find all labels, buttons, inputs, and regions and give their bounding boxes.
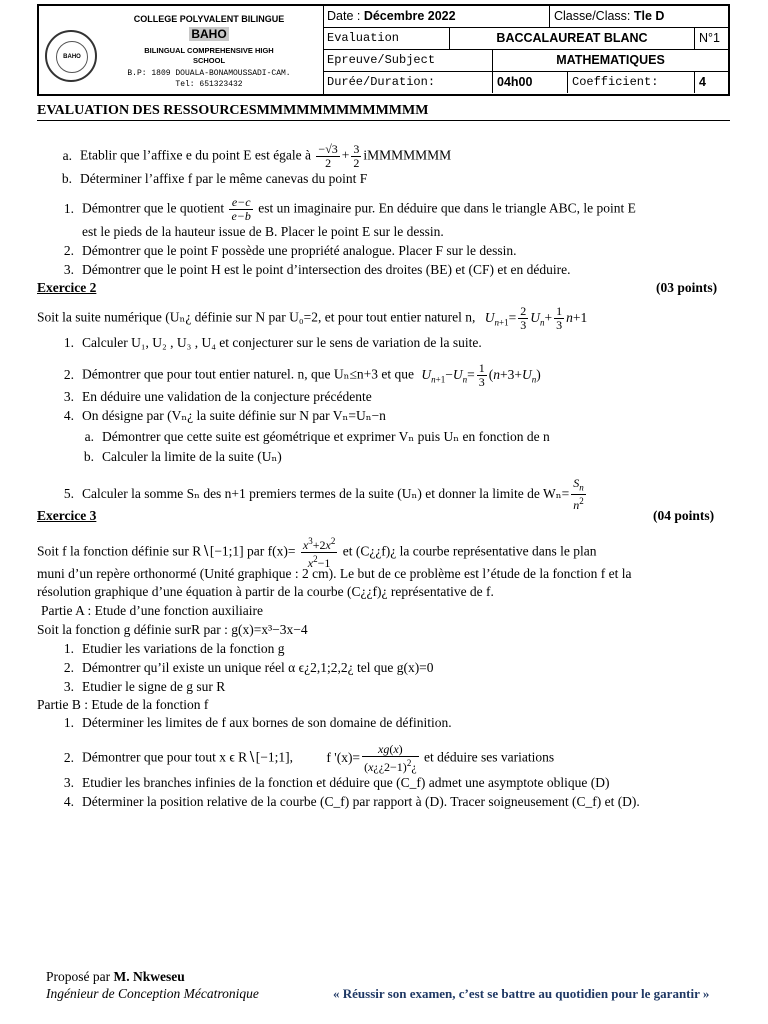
ex1-item-b: b. Déterminer l’affixe f par le même canevas du point F — [61, 171, 368, 186]
duration-value: 04h00 — [493, 72, 568, 93]
duration-label: Durée/Duration: — [323, 72, 493, 93]
ex2-title: Exercice 2 — [37, 280, 97, 295]
ex3-part-b-title: Partie B : Etude de la fonction f — [37, 697, 209, 712]
ex3-intro-3: résolution graphique d’une équation à partir de la courbe (C¿¿f)¿ représentative de f. — [37, 584, 494, 599]
class-value: Tle D — [633, 9, 665, 23]
ex3-b-question-1: 1. Déterminer les limites de f aux bornes de son domaine de définition. — [63, 715, 452, 730]
evaluation-label: Evaluation — [323, 28, 450, 49]
footer-motto: « Réussir son examen, c’est se battre au quotidien pour le garantir » — [333, 986, 710, 1001]
school-logo — [45, 30, 97, 82]
ex2-question-4: 4. On désigne par (Vₙ¿ la suite définie sur N par Vₙ=Uₙ−n — [63, 408, 386, 423]
section-title: EVALUATION DES RESSOURCESMMMMMMMMMMMMM — [37, 103, 730, 121]
ex3-intro-1: Soit f la fonction définie sur R∖[−1;1] par f(x)= $\frac{x^3+2x^2}{x^2-1}$ et (C¿¿f)¿ la courbe représentative dans le plan — [37, 536, 597, 570]
ex2-question-4a: a. Démontrer que cette suite est géométrique et exprimer Vₙ puis Uₙ en fonction de n — [84, 429, 550, 444]
coefficient-value: 4 — [699, 75, 706, 89]
school-info — [39, 6, 324, 94]
ex3-b-question-2: 2. Démontrer que pour tout x ϵ R∖[−1;1], f '(x)= $\frac{xg(x)}{(x¿¿2-1)^2¿}$ et déduire ses variations — [63, 742, 555, 774]
evaluation-number: N°1 — [699, 31, 720, 45]
subject-label: Epreuve/Subject — [323, 50, 493, 71]
ex3-a-question-2: 2. Démontrer qu’il existe un unique réel α ϵ¿2,1;2,2¿ tel que g(x)=0 — [63, 660, 434, 675]
ex2-question-1: 1. Calculer U₁, U₂ , U₃ , U₄ et conjecturer sur le sens de variation de la suite. — [63, 335, 482, 350]
exam-info-table — [323, 6, 728, 94]
school-name: COLLEGE POLYVALENT BILINGUE — [133, 14, 285, 24]
footer-author: M. Nkweseu — [113, 969, 185, 984]
date-value: Décembre 2022 — [363, 9, 456, 23]
subject-value: MATHEMATIQUES — [556, 53, 665, 67]
ex2-question-4b: b. Calculer la limite de la suite (Uₙ) — [83, 449, 282, 464]
ex3-a-question-3: 3. Etudier le signe de g sur R — [63, 679, 226, 694]
footer-author-line: Proposé par M. Nkweseu — [46, 969, 185, 984]
school-name-english: BILINGUAL COMPREHENSIVE HIGH — [144, 46, 274, 55]
ex3-title: Exercice 3 — [37, 508, 97, 523]
ex3-part-a-definition: Soit la fonction g définie surR par : g(x)=x³−3x−4 — [37, 622, 308, 637]
ex3-b-question-3: 3. Etudier les branches infinies de la fonction et déduire que (C_f) admet une asymptote oblique (D) — [63, 775, 610, 790]
school-name-english-2: SCHOOL — [192, 56, 226, 65]
exam-header — [37, 4, 730, 96]
ex1-question-2: 2. Démontrer que le point F possède une propriété analogue. Placer F sur le dessin. — [63, 243, 517, 258]
date-label: Date : — [327, 9, 364, 23]
ex1-question-1-cont: est le pieds de la hauteur issue de B. Placer le point E sur le dessin. — [82, 224, 444, 239]
ex2-question-5: 5. Calculer la somme Sₙ des n+1 premiers termes de la suite (Uₙ) et donner la limite de Wₙ= $\frac{S_n}{n^2}$ — [63, 476, 584, 513]
school-tel: Tel: 651323432 — [175, 80, 243, 89]
ex3-part-a-title: Partie A : Etude d’une fonction auxiliaire — [41, 603, 263, 618]
class-label: Classe/Class: — [554, 9, 634, 23]
ex1-question-3: 3. Démontrer que le point H est le point d’intersection des droites (BE) et (CF) et en déduire. — [63, 262, 571, 277]
ex2-question-3: 3. En déduire une validation de la conjecture précédente — [63, 389, 372, 404]
ex2-points: (03 points) — [656, 280, 718, 295]
ex3-intro-2: muni d’un repère orthonormé (Unité graphique : 2 cm). Le but de ce problème est l’étude de la fonction f et la — [37, 566, 632, 581]
school-address: B.P: 1809 DOUALA-BONAMOUSSADI-CAM. — [127, 69, 291, 78]
footer-author-role: Ingénieur de Conception Mécatronique — [46, 986, 259, 1001]
ex2-question-2: 2. Démontrer que pour tout entier naturel. n, que Uₙ≤n+3 et que $U_{n+1}-U_n=$ $\frac{1}{3}$ $(n+3+U_n)$ — [63, 361, 541, 389]
ex1-question-1: 1. Démontrer que le quotient $\frac{e-c}{e-b}$ est un imaginaire pur. En déduire que dans le triangle ABC, le point E — [63, 195, 636, 223]
school-short-name: BAHO — [191, 27, 227, 41]
school-logo-text: BAHO — [56, 41, 88, 73]
ex3-b-question-4: 4. Déterminer la position relative de la courbe (C_f) par rapport à (D). Tracer soigneusement (C_f) et (D). — [63, 794, 640, 809]
ex3-points: (04 points) — [653, 508, 715, 523]
ex1-item-a: a. Etablir que l’affixe e du point E est égale à $\frac{-√3}{2}$ + $\frac{3}{2}$ iMMMMMMM — [62, 142, 452, 170]
ex3-a-question-1: 1. Etudier les variations de la fonction g — [63, 641, 285, 656]
coefficient-label: Coefficient: — [568, 72, 695, 93]
ex2-intro: Soit la suite numérique (Uₙ¿ définie sur N par U₀=2, et pour tout entier naturel n, $U_{n+1}=$ $\frac{2}{3}$ $U_n+$ $\frac{1}{3}$ n+1 — [37, 304, 588, 332]
evaluation-value: BACCALAUREAT BLANC — [450, 28, 695, 49]
